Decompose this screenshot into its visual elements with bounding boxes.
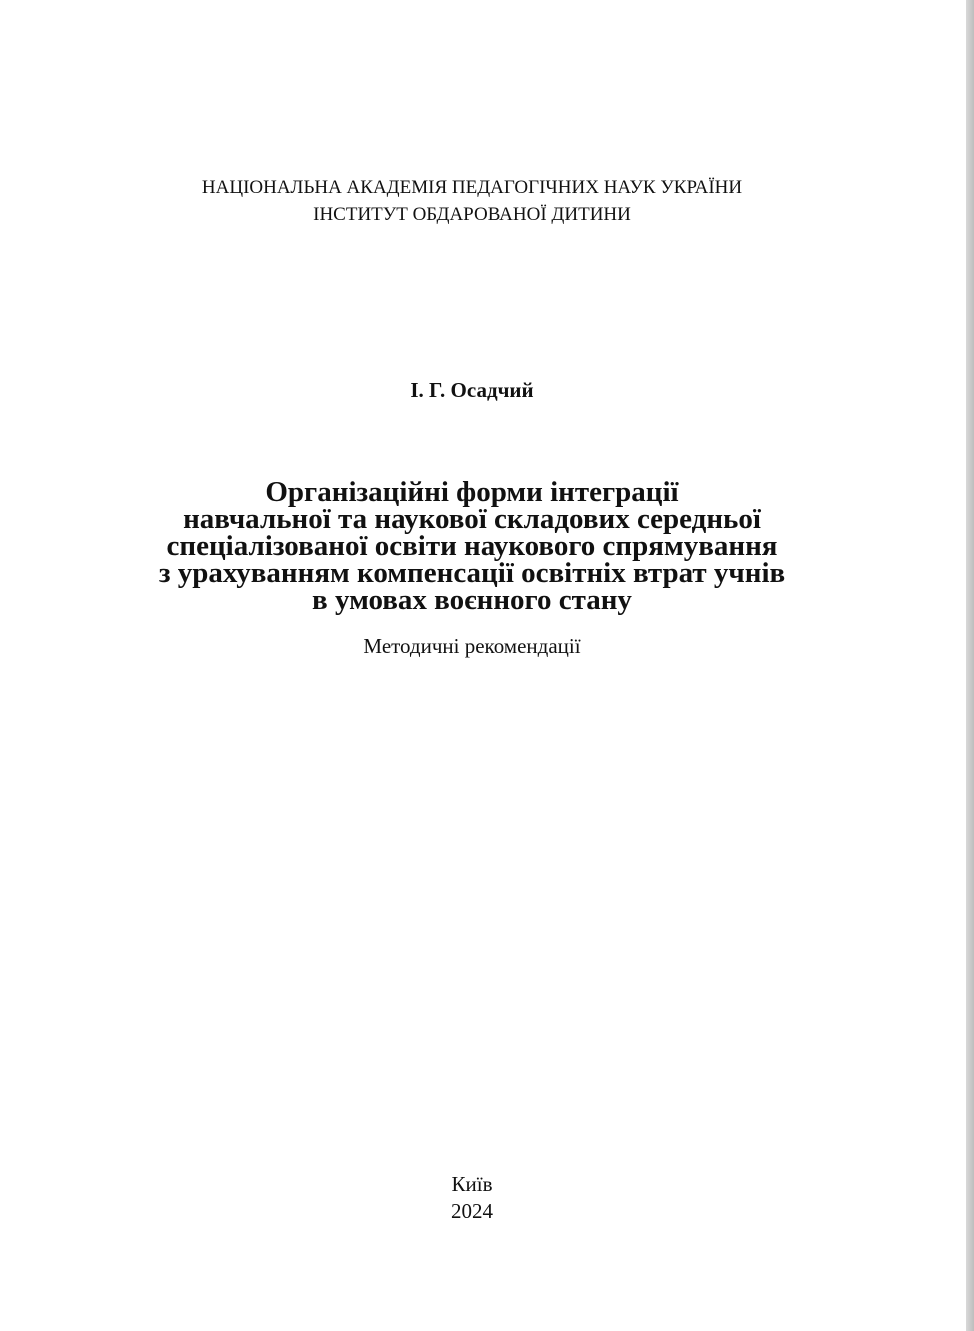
title-line: в умовах воєнного стану <box>312 584 632 616</box>
document-genre: Методичні рекомендації <box>363 634 581 658</box>
author-name: І. Г. Осадчий <box>410 378 534 402</box>
title-line: спеціалізованої освіти наукового спрямування <box>166 530 778 562</box>
document-title <box>0 476 944 616</box>
institute-name: ІНСТИТУТ ОБДАРОВАНОЇ ДИТИНИ <box>313 204 631 225</box>
publication-city: Київ <box>451 1172 493 1196</box>
title-line: навчальної та наукової складових середньої <box>183 503 761 535</box>
page-edge-shadow <box>966 0 974 1331</box>
publication-year: 2024 <box>451 1199 493 1223</box>
title-line: Організаційні форми інтеграції <box>265 476 679 508</box>
organization-header <box>0 174 944 228</box>
title-line: з урахуванням компенсації освітніх втрат учнів <box>158 557 786 589</box>
organization-name: НАЦІОНАЛЬНА АКАДЕМІЯ ПЕДАГОГІЧНИХ НАУК УКРАЇНИ <box>201 177 743 198</box>
publication-info <box>0 1171 944 1225</box>
